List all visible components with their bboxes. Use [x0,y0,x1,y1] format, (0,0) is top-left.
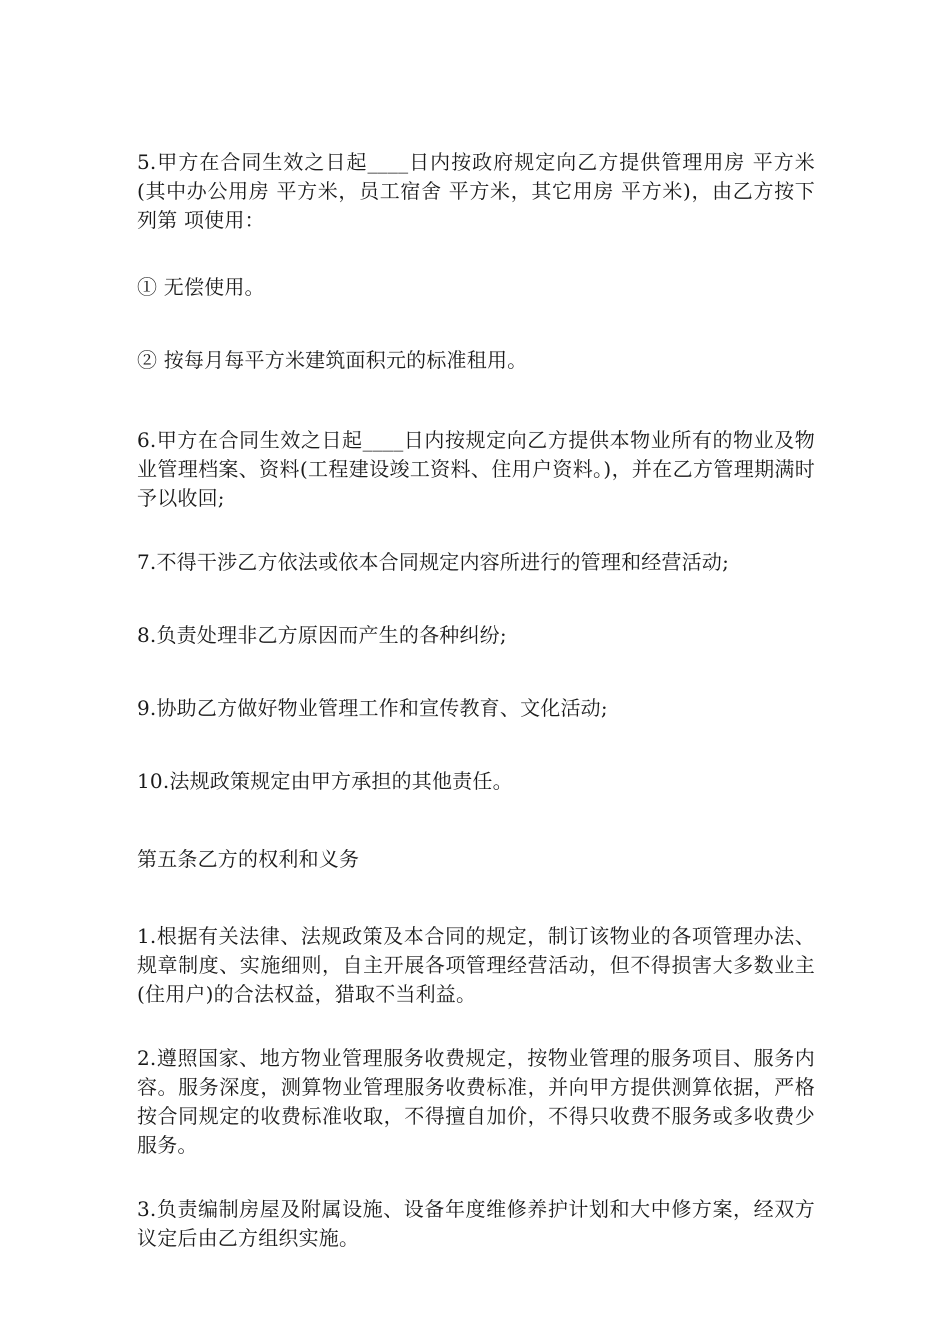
paragraph-clause-6: 6.甲方在合同生效之日起____日内按规定向乙方提供本物业所有的物业及物业管理档案、资料(工程建设竣工资料、住用户资料。)，并在乙方管理期满时予以收回; [137,428,815,510]
section-heading-article-5: 第五条乙方的权利和义务 [137,847,360,871]
paragraph-article-5-clause-2: 2.遵照国家、地方物业管理服务收费规定，按物业管理的服务项目、服务内容。服务深度，测算物业管理服务收费标准，并向甲方提供测算依据，严格按合同规定的收费标准收取，不得擅自加价，不得只收费不服务或多收费少服务。 [137,1046,815,1157]
paragraph-clause-7: 7.不得干涉乙方依法或依本合同规定内容所进行的管理和经营活动; [137,550,730,574]
paragraph-clause-8: 8.负责处理非乙方原因而产生的各种纠纷; [137,623,507,647]
paragraph-option-2: ② 按每月每平方米建筑面积元的标准租用。 [137,348,528,372]
paragraph-clause-9: 9.协助乙方做好物业管理工作和宣传教育、文化活动; [137,696,608,720]
paragraph-article-5-clause-3: 3.负责编制房屋及附属设施、设备年度维修养护计划和大中修方案，经双方议定后由乙方组织实施。 [137,1197,815,1250]
paragraph-clause-5: 5.甲方在合同生效之日起____日内按政府规定向乙方提供管理用房 平方米(其中办公用房 平方米，员工宿舍 平方米，其它用房 平方米)，由乙方按下列第 项使用： [137,150,815,232]
paragraph-option-1: ① 无偿使用。 [137,275,265,299]
paragraph-clause-10: 10.法规政策规定由甲方承担的其他责任。 [137,769,513,793]
paragraph-article-5-clause-1: 1.根据有关法律、法规政策及本合同的规定，制订该物业的各项管理办法、规章制度、实施细则，自主开展各项管理经营活动，但不得损害大多数业主(住用户)的合法权益，猎取不当利益。 [137,924,815,1006]
